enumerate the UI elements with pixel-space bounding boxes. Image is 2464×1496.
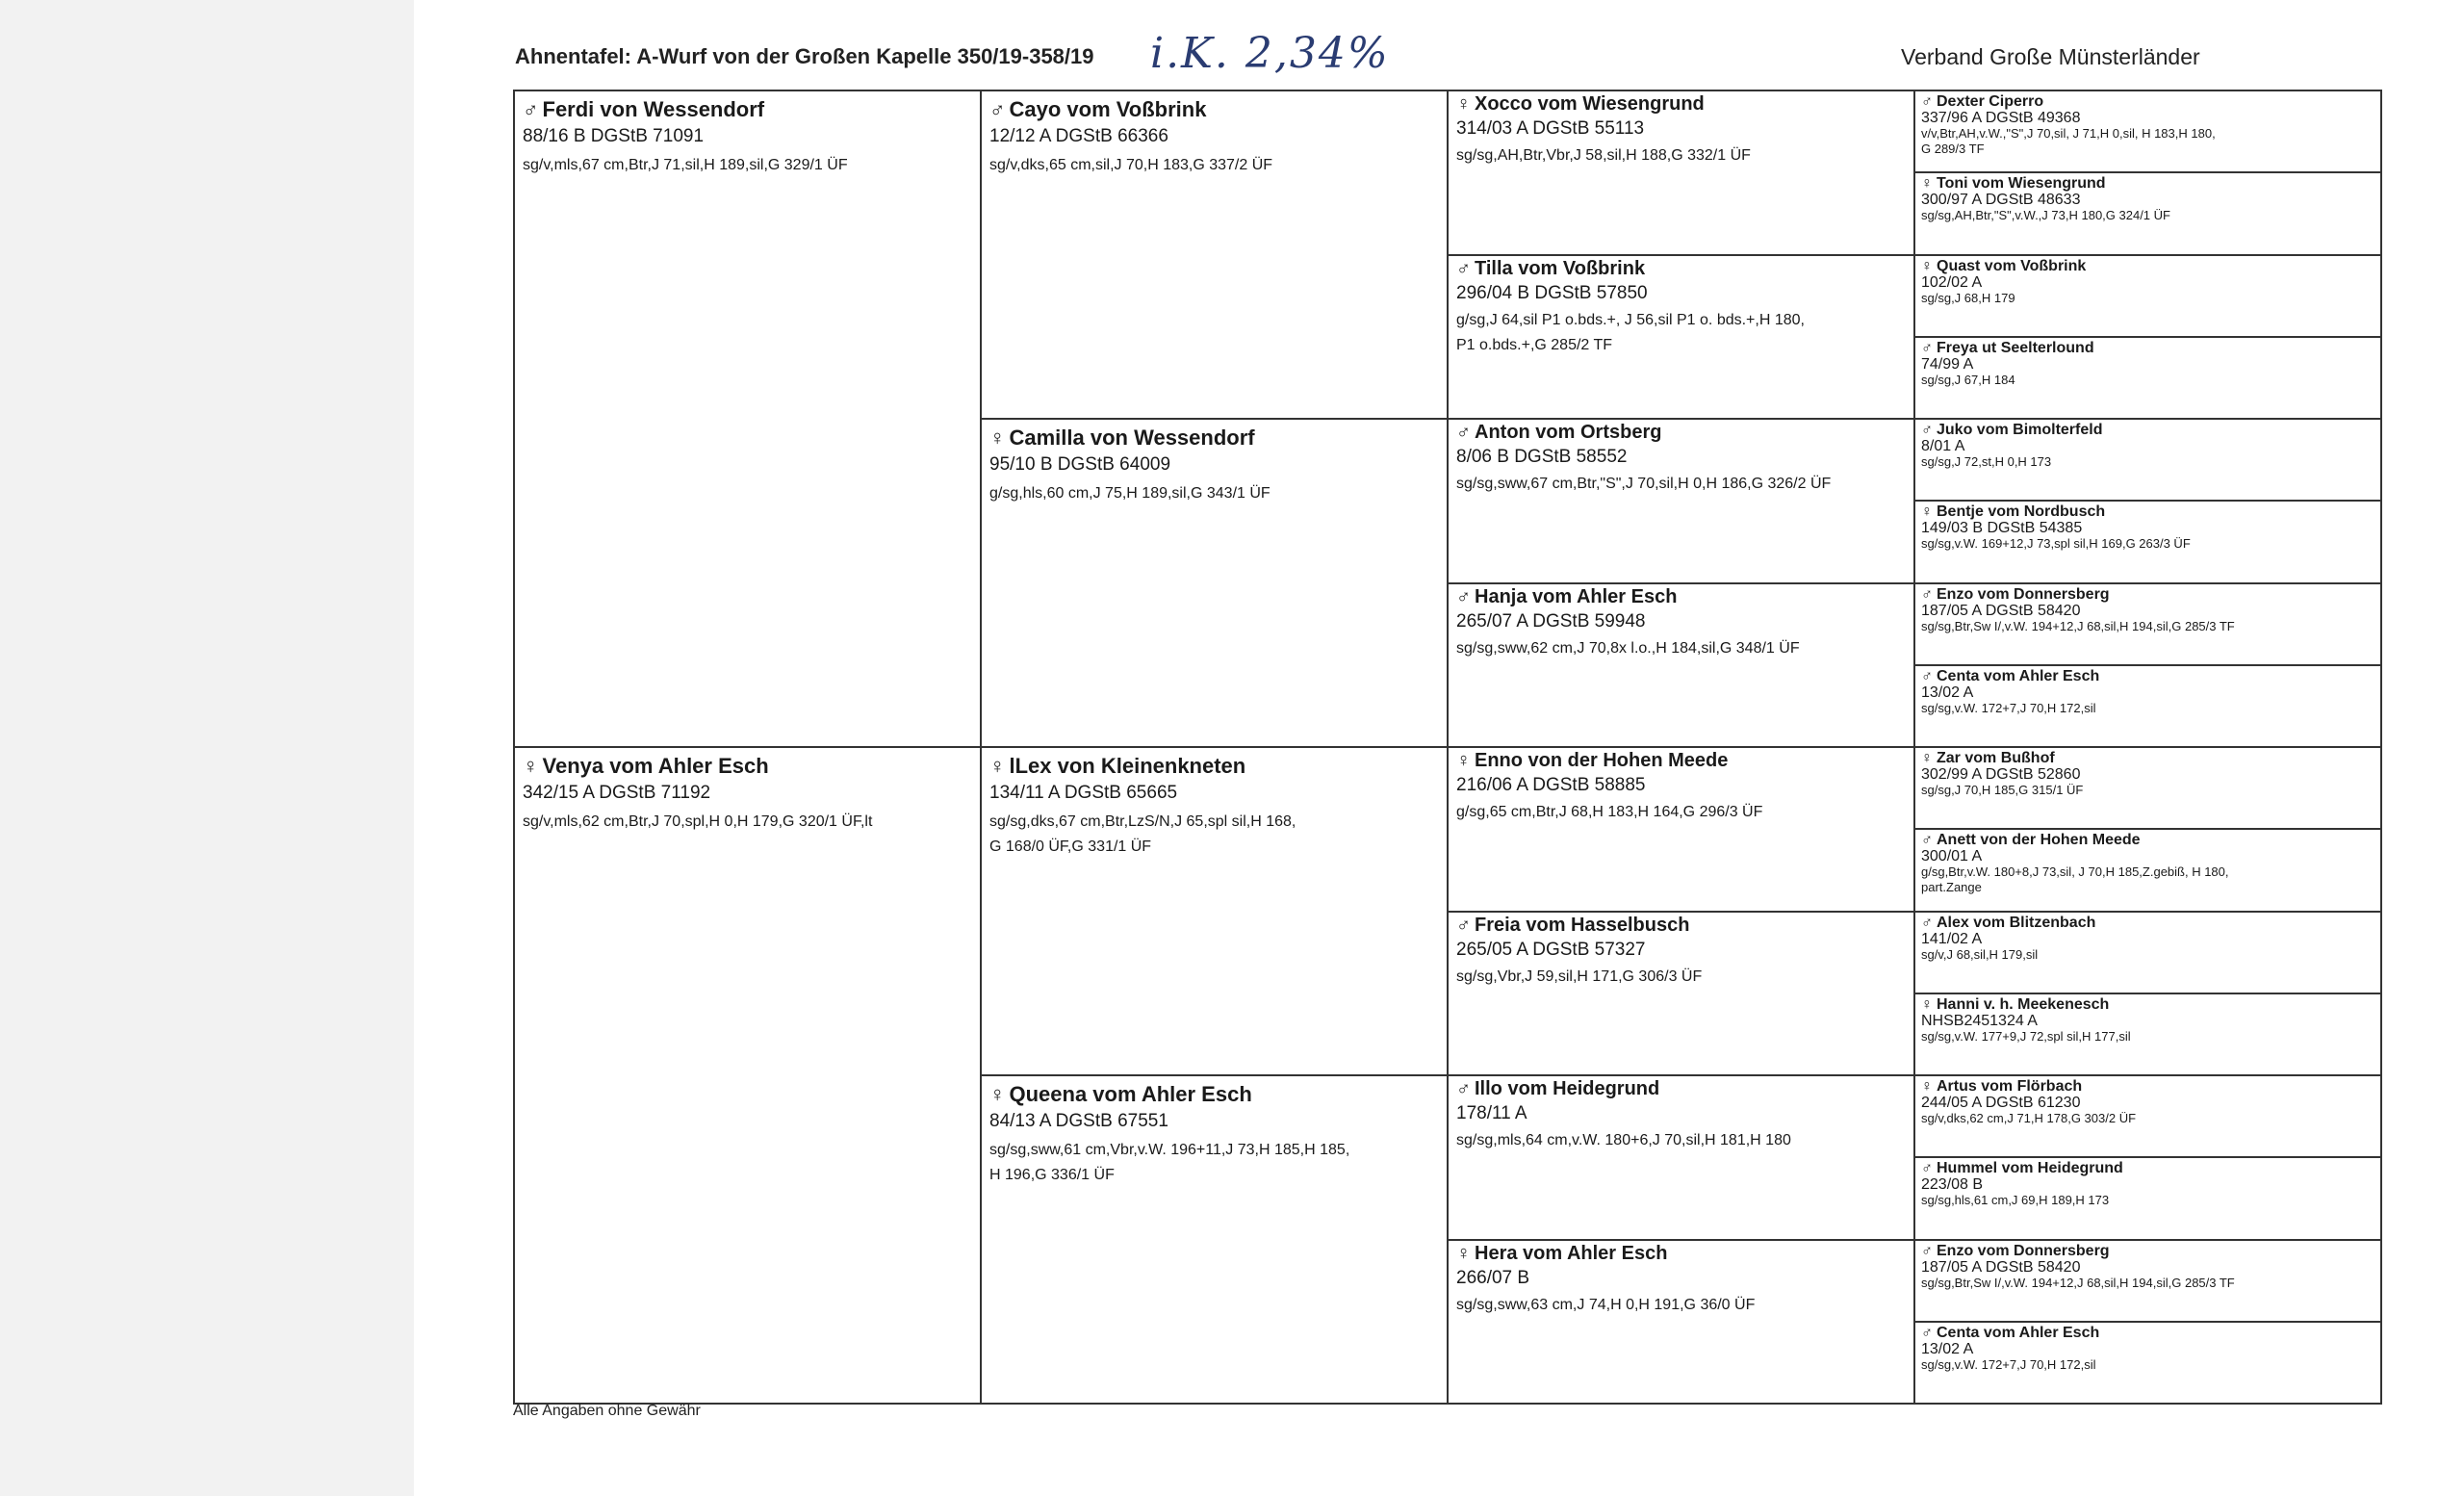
performance-info: sg/sg,sww,61 cm,Vbr,v.W. 196+11,J 73,H 185,H 185, H 196,G 336/1 ÜF (989, 1142, 1350, 1183)
great-great-grandparent-box (1913, 254, 2382, 338)
great-great-grandparent-box (1913, 993, 2382, 1076)
dog-name (1921, 1325, 2374, 1341)
grandparent-box (980, 746, 1449, 1076)
great-great-grandparent-box (1913, 582, 2382, 666)
sex-symbol: ♂ (523, 97, 539, 121)
dog-name-text: Hummel vom Heidegrund (1937, 1160, 2123, 1177)
dog-name-text: Hanni v. h. Meekenesch (1937, 995, 2110, 1013)
dog-name (1921, 175, 2374, 192)
performance-info: sg/sg,v.W. 169+12,J 73,spl sil,H 169,G 263/3 ÜF (1921, 536, 2191, 552)
registration-number: 266/07 B (1456, 1267, 1530, 1288)
dog-name-text: Hanja vom Ahler Esch (1475, 585, 1678, 607)
dog-name (1921, 1078, 2374, 1095)
dog-name-text: Freia vom Hasselbusch (1475, 914, 1690, 936)
dog-name-text: Juko vom Bimolterfeld (1937, 422, 2103, 438)
dog-name (1921, 586, 2374, 603)
dog-name (1456, 93, 1906, 116)
dog-name-text: Hera vom Ahler Esch (1475, 1242, 1668, 1264)
registration-number: 216/06 A DGStB 58885 (1456, 775, 1646, 795)
sex-symbol: ♀ (1921, 175, 1933, 193)
dog-name-text: Bentje vom Nordbusch (1937, 503, 2106, 521)
great-great-grandparent-box (1913, 746, 2382, 830)
performance-info: sg/sg,v.W. 177+9,J 72,spl sil,H 177,sil (1921, 1028, 2131, 1044)
registration-number: 265/07 A DGStB 59948 (1456, 610, 1646, 632)
performance-info: sg/v,mls,67 cm,Btr,J 71,sil,H 189,sil,G 329/1 ÜF (523, 157, 848, 173)
performance-info: sg/sg,dks,67 cm,Btr,LzS/N,J 65,spl sil,H 168, G 168/0 ÜF,G 331/1 ÜF (989, 813, 1296, 855)
dog-name-text: Xocco vom Wiesengrund (1475, 93, 1705, 115)
sex-symbol: ♂ (1921, 667, 1933, 684)
great-great-grandparent-box (1913, 1239, 2382, 1323)
dog-name (1456, 258, 1906, 280)
sex-symbol: ♀ (989, 754, 1006, 778)
dog-name-text: Tilla vom Voßbrink (1475, 257, 1646, 279)
great-great-grandparent-box (1913, 418, 2382, 502)
registration-number: 13/02 A (1921, 684, 1974, 701)
dog-name (1921, 750, 2374, 766)
registration-number: 134/11 A DGStB 65665 (989, 783, 1178, 803)
sex-symbol: ♂ (1921, 585, 1933, 603)
sex-symbol: ♀ (1921, 995, 1933, 1013)
sex-symbol: ♂ (1456, 585, 1471, 607)
dog-name-text: Quast vom Voßbrink (1937, 257, 2087, 274)
performance-info: sg/sg,sww,62 cm,J 70,8x l.o.,H 184,sil,G 348/1 ÜF (1456, 639, 1800, 657)
great-great-grandparent-box (1913, 911, 2382, 994)
dog-name (1921, 1160, 2374, 1176)
dog-name-text: Enzo vom Donnersberg (1937, 585, 2110, 603)
sex-symbol: ♀ (523, 754, 539, 778)
dog-name-text: Freya ut Seelterlound (1937, 339, 2094, 356)
dog-name-text: Artus vom Flörbach (1937, 1078, 2083, 1095)
registration-number: 187/05 A DGStB 58420 (1921, 1258, 2081, 1276)
dog-name-text: Enzo vom Donnersberg (1937, 1242, 2110, 1259)
dog-name (989, 426, 1439, 451)
dog-name (989, 1082, 1439, 1107)
dog-name-text: Centa vom Ahler Esch (1937, 667, 2100, 684)
dog-name (1921, 668, 2374, 684)
great-grandparent-box (1447, 746, 1915, 913)
sex-symbol: ♂ (1921, 1242, 1933, 1259)
registration-number: 300/97 A DGStB 48633 (1921, 192, 2081, 209)
performance-info: sg/sg,hls,61 cm,J 69,H 189,H 173 (1921, 1193, 2110, 1208)
dog-name (1456, 1243, 1906, 1265)
performance-info: sg/v,dks,62 cm,J 71,H 178,G 303/2 ÜF (1921, 1111, 2137, 1125)
performance-info: v/v,Btr,AH,v.W.,"S",J 70,sil, J 71,H 0,sil, H 183,H 180, G 289/3 TF (1921, 126, 2216, 156)
performance-info: sg/sg,J 70,H 185,G 315/1 ÜF (1921, 783, 2084, 797)
performance-info: sg/sg,sww,67 cm,Btr,"S",J 70,sil,H 0,H 186,G 326/2 ÜF (1456, 476, 1832, 492)
registration-number: 296/04 B DGStB 57850 (1456, 282, 1648, 303)
performance-info: sg/sg,J 72,st,H 0,H 173 (1921, 454, 2052, 469)
sex-symbol: ♂ (989, 97, 1006, 121)
dog-name (1456, 422, 1906, 444)
dog-name-text: Dexter Ciperro (1937, 93, 2044, 110)
great-great-grandparent-box (1913, 1321, 2382, 1405)
dog-name-text: lLex von Kleinenkneten (1009, 754, 1246, 778)
sex-symbol: ♂ (1921, 1324, 1933, 1341)
dog-name-text: Zar vom Bußhof (1937, 750, 2055, 766)
dog-name-text: Toni vom Wiesengrund (1937, 175, 2106, 193)
sex-symbol: ♀ (1921, 750, 1933, 766)
great-grandparent-box (1447, 90, 1915, 256)
dog-name-text: Queena vom Ahler Esch (1009, 1082, 1252, 1106)
dog-name (1921, 832, 2374, 848)
dog-name-text: Centa vom Ahler Esch (1937, 1324, 2100, 1341)
registration-number: 300/01 A (1921, 848, 1983, 865)
performance-info: g/sg,hls,60 cm,J 75,H 189,sil,G 343/1 ÜF (989, 485, 1270, 502)
performance-info: g/sg,Btr,v.W. 180+8,J 73,sil, J 70,H 185,Z.gebiß, H 180, part.Zange (1921, 864, 2229, 895)
performance-info: sg/sg,Btr,Sw I/,v.W. 194+12,J 68,sil,H 194,sil,G 285/3 TF (1921, 1275, 2235, 1290)
registration-number: 95/10 B DGStB 64009 (989, 454, 1171, 475)
registration-number: 102/02 A (1921, 273, 1983, 291)
sex-symbol: ♂ (1921, 914, 1933, 931)
registration-number: 302/99 A DGStB 52860 (1921, 766, 2081, 783)
performance-info: sg/sg,J 68,H 179 (1921, 290, 2015, 305)
registration-number: 223/08 B (1921, 1176, 1984, 1194)
great-great-grandparent-box (1913, 1156, 2382, 1240)
dog-name-text: Anton vom Ortsberg (1475, 422, 1662, 443)
performance-info: sg/sg,v.W. 172+7,J 70,H 172,sil (1921, 700, 2096, 715)
dog-name-text: Venya vom Ahler Esch (542, 754, 769, 778)
performance-info: sg/sg,mls,64 cm,v.W. 180+6,J 70,sil,H 181,H 180 (1456, 1132, 1791, 1148)
performance-info: sg/sg,J 67,H 184 (1921, 372, 2015, 387)
great-grandparent-box (1447, 254, 1915, 421)
great-grandparent-box (1447, 582, 1915, 749)
great-great-grandparent-box (1913, 336, 2382, 420)
performance-info: sg/sg,Btr,Sw I/,v.W. 194+12,J 68,sil,H 194,sil,G 285/3 TF (1921, 618, 2235, 633)
performance-info: sg/sg,sww,63 cm,J 74,H 0,H 191,G 36/0 ÜF (1456, 1296, 1756, 1313)
dog-name (1921, 503, 2374, 520)
parent-box (513, 90, 982, 748)
great-great-grandparent-box (1913, 664, 2382, 748)
dog-name (1456, 750, 1906, 772)
organization-name: Verband Große Münsterländer (1901, 44, 2200, 69)
sex-symbol: ♂ (1456, 1078, 1471, 1099)
registration-number: 149/03 B DGStB 54385 (1921, 520, 2083, 537)
sex-symbol: ♂ (1921, 339, 1933, 356)
great-grandparent-box (1447, 1239, 1915, 1406)
sex-symbol: ♂ (1921, 422, 1933, 438)
grandparent-box (980, 90, 1449, 420)
dog-name-text: Enno von der Hohen Meede (1475, 750, 1729, 771)
disclaimer: Alle Angaben ohne Gewähr (513, 1403, 701, 1419)
performance-info: sg/v,dks,65 cm,sil,J 70,H 183,G 337/2 ÜF (989, 157, 1273, 173)
registration-number: 187/05 A DGStB 58420 (1921, 602, 2081, 619)
registration-number: 8/01 A (1921, 438, 1965, 454)
registration-number: 337/96 A DGStB 49368 (1921, 110, 2081, 126)
dog-name (1921, 258, 2374, 274)
pedigree-title: Ahnentafel: A-Wurf von der Großen Kapelle 350/19-358/19 (515, 44, 1094, 68)
dog-name (523, 754, 972, 779)
dog-name (1921, 996, 2374, 1013)
dog-name (1456, 1078, 1906, 1100)
registration-number: 74/99 A (1921, 355, 1974, 373)
dog-name (1921, 93, 2374, 110)
dog-name (989, 97, 1439, 122)
sex-symbol: ♂ (1456, 914, 1471, 936)
dog-name (1921, 340, 2374, 356)
registration-number: 244/05 A DGStB 61230 (1921, 1095, 2081, 1111)
registration-number: 141/02 A (1921, 930, 1983, 947)
sex-symbol: ♂ (1456, 422, 1471, 443)
performance-info: g/sg,J 64,sil P1 o.bds.+, J 56,sil P1 o. bds.+,H 180, P1 o.bds.+,G 285/2 TF (1456, 311, 1805, 353)
great-grandparent-box (1447, 418, 1915, 584)
performance-info: sg/sg,v.W. 172+7,J 70,H 172,sil (1921, 1356, 2096, 1372)
sex-symbol: ♂ (1921, 832, 1933, 849)
dog-name-text: Ferdi von Wessendorf (542, 97, 765, 121)
registration-number: 13/02 A (1921, 1340, 1974, 1357)
registration-number: 88/16 B DGStB 71091 (523, 126, 705, 146)
dog-name (523, 97, 972, 122)
performance-info: sg/sg,AH,Btr,"S",v.W.,J 73,H 180,G 324/1 ÜF (1921, 208, 2170, 223)
dog-name-text: Alex vom Blitzenbach (1937, 914, 2096, 931)
dog-name (1921, 422, 2374, 438)
great-great-grandparent-box (1913, 500, 2382, 583)
performance-info: sg/sg,Vbr,J 59,sil,H 171,G 306/3 ÜF (1456, 967, 1703, 985)
registration-number: 12/12 A DGStB 66366 (989, 126, 1168, 146)
handwritten-inbreeding-note: i.K. 2,34% (1150, 29, 1390, 78)
great-great-grandparent-box (1913, 1074, 2382, 1158)
sex-symbol: ♂ (1921, 93, 1933, 110)
registration-number: 8/06 B DGStB 58552 (1456, 447, 1628, 467)
dog-name-text: Cayo vom Voßbrink (1009, 97, 1207, 121)
grandparent-box (980, 1074, 1449, 1405)
sex-symbol: ♀ (1921, 1078, 1933, 1095)
dog-name (989, 754, 1439, 779)
registration-number: NHSB2451324 A (1921, 1012, 2038, 1029)
registration-number: 265/05 A DGStB 57327 (1456, 939, 1646, 960)
performance-info: g/sg,65 cm,Btr,J 68,H 183,H 164,G 296/3 ÜF (1456, 804, 1763, 820)
registration-number: 314/03 A DGStB 55113 (1456, 118, 1645, 139)
sex-symbol: ♀ (1921, 503, 1933, 521)
dog-name (1456, 915, 1906, 937)
sex-symbol: ♂ (1456, 257, 1471, 279)
performance-info: sg/sg,AH,Btr,Vbr,J 58,sil,H 188,G 332/1 ÜF (1456, 147, 1751, 164)
dog-name-text: Illo vom Heidegrund (1475, 1078, 1660, 1099)
registration-number: 178/11 A (1456, 1103, 1527, 1123)
great-great-grandparent-box (1913, 171, 2382, 255)
grandparent-box (980, 418, 1449, 748)
sex-symbol: ♂ (1921, 1160, 1933, 1177)
performance-info: sg/v,J 68,sil,H 179,sil (1921, 946, 2039, 962)
great-great-grandparent-box (1913, 90, 2382, 173)
registration-number: 84/13 A DGStB 67551 (989, 1111, 1168, 1131)
dog-name (1456, 586, 1906, 608)
dog-name (1921, 1243, 2374, 1259)
dog-name (1921, 915, 2374, 931)
parent-box (513, 746, 982, 1405)
performance-info: sg/v,mls,62 cm,Btr,J 70,spl,H 0,H 179,G 320/1 ÜF,lt (523, 813, 873, 830)
sex-symbol: ♀ (1921, 257, 1933, 274)
dog-name-text: Camilla von Wessendorf (1009, 426, 1255, 450)
great-grandparent-box (1447, 1074, 1915, 1241)
sex-symbol: ♀ (1456, 1242, 1471, 1264)
great-grandparent-box (1447, 911, 1915, 1077)
sex-symbol: ♀ (1456, 93, 1471, 115)
sex-symbol: ♀ (989, 1082, 1006, 1106)
sex-symbol: ♀ (1456, 750, 1471, 771)
sex-symbol: ♀ (989, 426, 1006, 450)
great-great-grandparent-box (1913, 828, 2382, 912)
dog-name-text: Anett von der Hohen Meede (1937, 832, 2141, 849)
registration-number: 342/15 A DGStB 71192 (523, 783, 711, 803)
